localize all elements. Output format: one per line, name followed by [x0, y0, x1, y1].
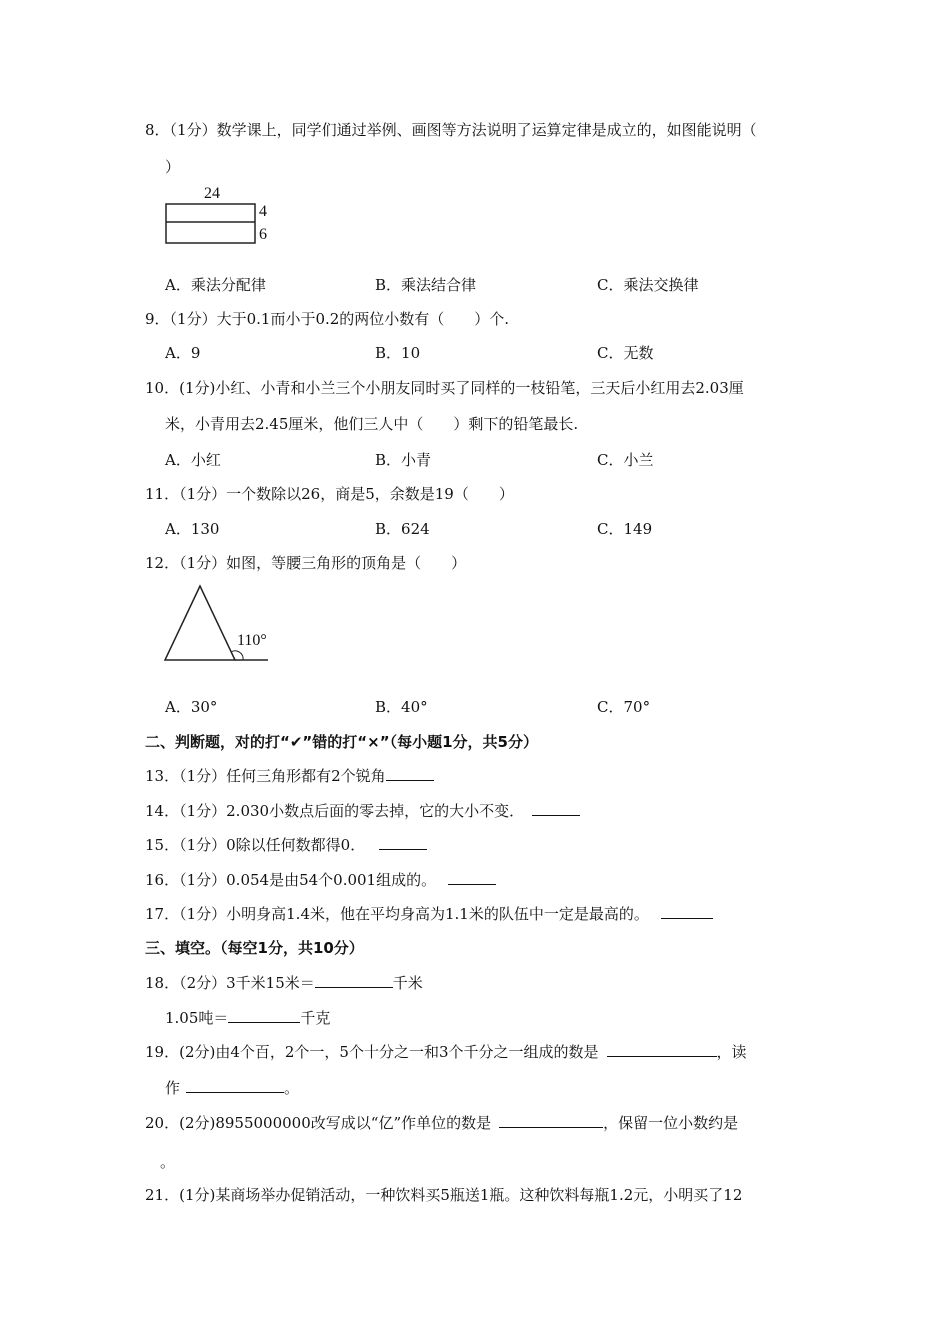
- question-10-cont: 米，小青用去2.45厘米，他们三人中（ ）剩下的铅笔最长.: [165, 415, 579, 433]
- figure-label-24: 24: [204, 185, 220, 202]
- question-text: 20．(2分)8955000000改写成以“亿”作单位的数是: [145, 1114, 492, 1132]
- option-c[interactable]: C．小兰: [597, 451, 654, 469]
- question-text: 1.05吨＝: [165, 1009, 229, 1027]
- option-c[interactable]: C．无数: [597, 344, 654, 362]
- rectangle-figure: [166, 204, 255, 243]
- option-b[interactable]: B．小青: [375, 451, 432, 469]
- figure-label-4: 4: [259, 203, 267, 220]
- question-14: [145, 801, 580, 821]
- option-b[interactable]: B．40°: [375, 698, 428, 716]
- question-17: [145, 904, 713, 924]
- question-18: [145, 973, 423, 993]
- question-11: 11．（1分）一个数除以26，商是5，余数是19（ ）: [145, 485, 514, 503]
- answer-blank[interactable]: [532, 801, 580, 816]
- question-16: [145, 870, 496, 890]
- question-text: ，保留一位小数约是: [603, 1114, 739, 1132]
- option-a[interactable]: A．130: [165, 520, 220, 538]
- answer-blank[interactable]: [315, 973, 393, 988]
- answer-blank[interactable]: [448, 870, 496, 885]
- option-b[interactable]: B．10: [375, 344, 421, 362]
- answer-blank[interactable]: [228, 1008, 300, 1023]
- question-text: 13．（1分）任何三角形都有2个锐角: [145, 767, 386, 785]
- option-c[interactable]: C．70°: [597, 698, 651, 716]
- unit-text: 千米: [392, 974, 423, 992]
- answer-blank[interactable]: [499, 1113, 603, 1128]
- answer-blank[interactable]: [607, 1042, 717, 1057]
- question-20-cont: 。: [160, 1153, 176, 1171]
- question-15: [145, 835, 427, 855]
- question-18-b: [165, 1008, 330, 1028]
- question-text: 16．（1分）0.054是由54个0.001组成的。: [145, 871, 437, 889]
- question-text: 18．（2分）3千米15米＝: [145, 974, 315, 992]
- unit-text: 千克: [300, 1009, 331, 1027]
- angle-label: 110°: [237, 632, 267, 649]
- answer-blank[interactable]: [379, 835, 427, 850]
- question-text: 。: [284, 1079, 300, 1097]
- question-12: 12．（1分）如图，等腰三角形的顶角是（ ）: [145, 554, 467, 572]
- question-9: 9．（1分）大于0.1而小于0.2的两位小数有（ ）个.: [145, 310, 510, 328]
- answer-blank[interactable]: [661, 904, 713, 919]
- option-a[interactable]: A．小红: [165, 451, 221, 469]
- question-text: 19．(2分)由4个百，2个一，5个十分之一和3个千分之一组成的数是: [145, 1043, 599, 1061]
- option-c[interactable]: C．乘法交换律: [597, 276, 699, 294]
- answer-blank[interactable]: [386, 766, 434, 781]
- question-19: [145, 1042, 747, 1062]
- option-a[interactable]: A．乘法分配律: [165, 276, 266, 294]
- question-13: [145, 766, 434, 786]
- question-21: 21．(1分)某商场举办促销活动，一种饮料买5瓶送1瓶。这种饮料每瓶1.2元，小明买了12: [145, 1186, 743, 1204]
- question-text: ，读: [716, 1043, 747, 1061]
- section-3-heading: 三、填空。（每空1分，共10分）: [145, 939, 364, 957]
- question-text: 作: [165, 1079, 181, 1097]
- option-a[interactable]: A．9: [165, 344, 201, 362]
- question-text: 14．（1分）2.030小数点后面的零去掉，它的大小不变．: [145, 802, 525, 820]
- option-c[interactable]: C．149: [597, 520, 653, 538]
- section-2-heading: 二、判断题，对的打“✔”错的打“×”（每小题1分，共5分）: [145, 733, 538, 751]
- figure-label-6: 6: [259, 226, 267, 243]
- question-19-cont: [165, 1078, 299, 1098]
- option-b[interactable]: B．624: [375, 520, 430, 538]
- question-20: [145, 1113, 738, 1133]
- question-10: 10．(1分)小红、小青和小兰三个小朋友同时买了同样的一枝铅笔，三天后小红用去2.03厘: [145, 379, 744, 397]
- question-8: 8．（1分）数学课上，同学们通过举例、画图等方法说明了运算定律是成立的，如图能说明（: [145, 121, 757, 139]
- question-text: 15．（1分）0除以任何数都得0．: [145, 836, 366, 854]
- question-text: 17．（1分）小明身高1.4米，他在平均身高为1.1米的队伍中一定是最高的。: [145, 905, 649, 923]
- option-b[interactable]: B．乘法结合律: [375, 276, 477, 294]
- answer-blank[interactable]: [186, 1078, 284, 1093]
- question-8-cont: ）: [165, 158, 181, 176]
- option-a[interactable]: A．30°: [165, 698, 218, 716]
